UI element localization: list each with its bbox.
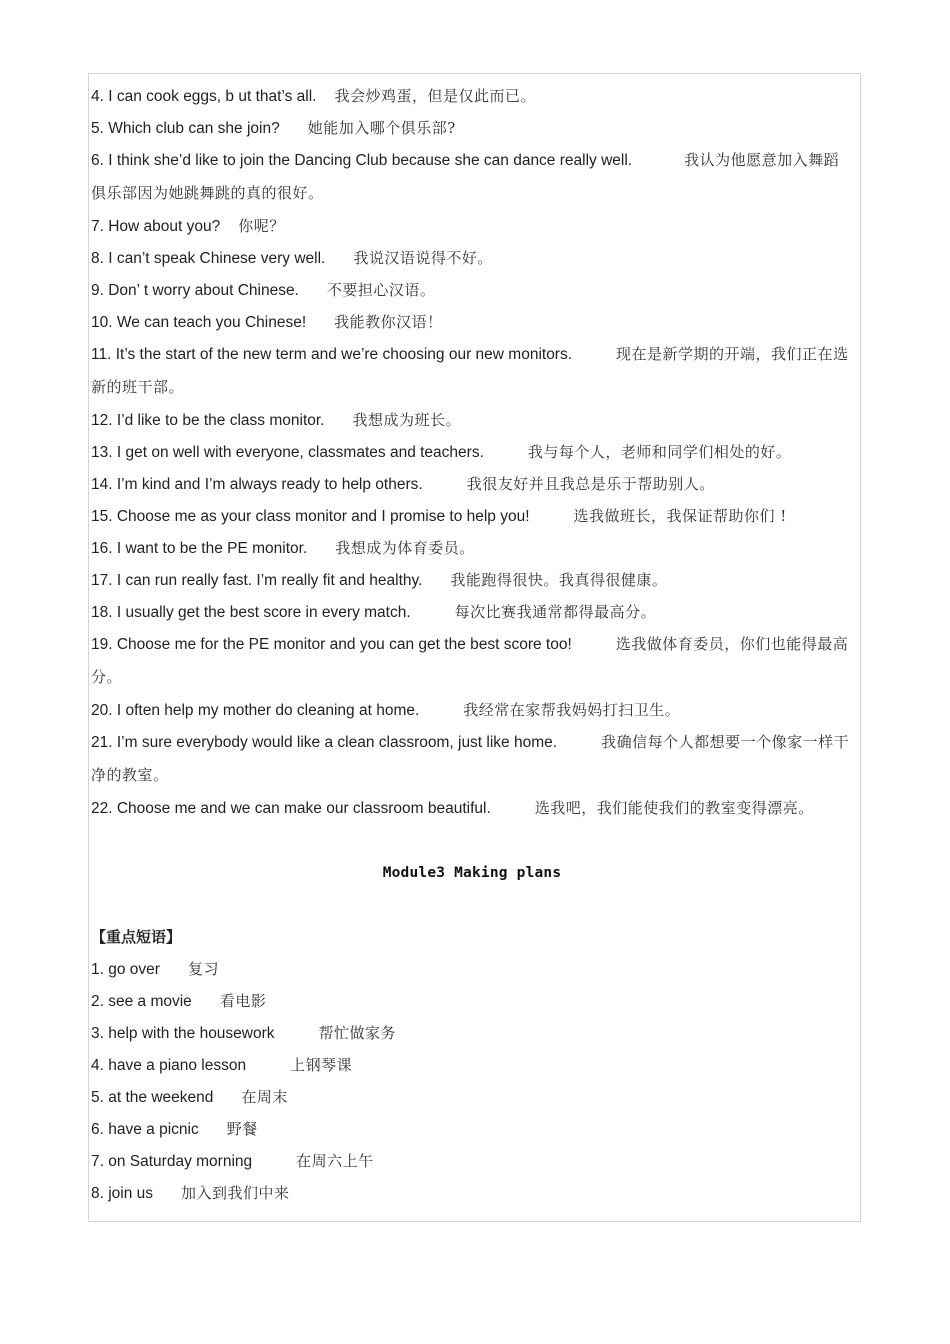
sentence-line	[91, 726, 853, 792]
sentence-line	[91, 80, 853, 112]
phrases-heading: 【重点短语】	[91, 928, 182, 946]
sentence-line	[91, 792, 853, 825]
sentence-line	[91, 564, 853, 596]
phrase-line	[91, 1017, 853, 1049]
sentence-english: 22. Choose me and we can make our classroom beautiful.	[91, 800, 491, 817]
sentence-english: 6. I think she’d like to join the Dancing Club because she can dance really well.	[91, 152, 633, 169]
sentence-chinese: 我认为他愿意加入舞蹈俱乐部因为她跳舞跳的真的很好。	[91, 151, 840, 202]
phrase-english: 4. have a piano lesson	[91, 1057, 247, 1074]
sentence-line	[91, 404, 853, 436]
sentence-line	[91, 628, 853, 694]
sentence-line	[91, 306, 853, 338]
sentence-line	[91, 532, 853, 564]
sentence-chinese: 选我做体育委员，你们也能得最高分。	[91, 635, 849, 686]
sentence-line	[91, 210, 853, 242]
phrase-line	[91, 985, 853, 1017]
phrase-english: 5. at the weekend	[91, 1089, 214, 1106]
phrase-chinese: 帮忙做家务	[318, 1024, 397, 1042]
sentence-line	[91, 468, 853, 500]
phrase-chinese: 看电影	[219, 992, 267, 1010]
sentence-english: 12. I’d like to be the class monitor.	[91, 412, 325, 429]
sentence-english: 4. I can cook eggs, b ut that’s all.	[91, 88, 317, 105]
sentence-english: 16. I want to be the PE monitor.	[91, 540, 308, 557]
document-body	[91, 80, 853, 1209]
sentence-english: 17. I can run really fast. I’m really fit and healthy.	[91, 572, 423, 589]
sentence-english: 10. We can teach you Chinese!	[91, 314, 307, 331]
sentence-line	[91, 112, 853, 144]
sentence-line	[91, 242, 853, 274]
sentence-chinese: 你呢？	[238, 217, 285, 235]
sentence-english: 21. I’m sure everybody would like a clean classroom, just like home.	[91, 734, 558, 751]
sentence-chinese: 我经常在家帮我妈妈打扫卫生。	[463, 701, 681, 719]
phrase-chinese: 加入到我们中来	[181, 1184, 290, 1202]
phrase-chinese: 复习	[187, 960, 219, 978]
sentence-english: 8. I can’t speak Chinese very well.	[91, 250, 326, 267]
phrase-line	[91, 1113, 853, 1145]
phrase-chinese: 在周末	[241, 1088, 288, 1106]
sentence-line	[91, 694, 853, 726]
sentence-english: 9. Don’ t worry about Chinese.	[91, 282, 299, 299]
sentence-line	[91, 436, 853, 468]
phrase-english: 6. have a picnic	[91, 1121, 199, 1138]
phrase-line	[91, 1177, 853, 1209]
sentence-chinese: 我想成为班长。	[352, 411, 461, 429]
sentence-english: 13. I get on well with everyone, classmates and teachers.	[91, 444, 484, 461]
sentence-chinese: 不要担心汉语。	[326, 281, 436, 299]
sentence-line	[91, 274, 853, 306]
sentence-chinese: 现在是新学期的开端，我们正在选新的班干部。	[91, 345, 849, 396]
sentence-line	[91, 500, 853, 532]
phrase-chinese: 野餐	[226, 1120, 258, 1138]
phrase-english: 2. see a movie	[91, 993, 192, 1010]
module-title: Module3 Making plans	[382, 865, 562, 881]
phrase-english: 8. join us	[91, 1185, 154, 1202]
sentence-chinese: 每次比赛我通常都得最高分。	[454, 603, 657, 621]
sentence-line	[91, 144, 853, 210]
sentence-english: 18. I usually get the best score in every match.	[91, 604, 411, 621]
phrase-chinese: 上钢琴课	[290, 1056, 353, 1074]
sentence-chinese: 我说汉语说得不好。	[353, 249, 493, 267]
sentence-chinese: 我与每个人，老师和同学们相处的好。	[527, 443, 792, 461]
phrase-line	[91, 1081, 853, 1113]
sentence-chinese: 我确信每个人都想要一个像家一样干净的教室。	[91, 733, 850, 784]
phrase-chinese: 在周六上午	[296, 1152, 374, 1170]
phrase-english: 1. go over	[91, 961, 160, 978]
phrase-english: 7. on Saturday morning	[91, 1153, 253, 1170]
sentence-english: 5. Which club can she join?	[91, 120, 280, 137]
sentence-english: 7. How about you?	[91, 218, 221, 235]
phrase-english: 3. help with the housework	[91, 1025, 275, 1042]
sentence-chinese: 我能跑得很快。我真得很健康。	[450, 571, 668, 589]
sentence-english: 20. I often help my mother do cleaning at home.	[91, 702, 420, 719]
sentence-chinese: 她能加入哪个俱乐部?	[307, 119, 456, 137]
sentence-chinese: 我很友好并且我总是乐于帮助别人。	[466, 475, 715, 493]
phrase-line	[91, 1049, 853, 1081]
sentence-chinese: 我会炒鸡蛋，但是仅此而已。	[334, 87, 536, 105]
sentence-chinese: 我能教你汉语！	[334, 313, 443, 331]
sentence-english: 14. I’m kind and I’m always ready to help others.	[91, 476, 423, 493]
sentence-english: 19. Choose me for the PE monitor and you can get the best score too!	[91, 636, 572, 653]
sentence-line	[91, 338, 853, 404]
phrase-line	[91, 1145, 853, 1177]
sentence-chinese: 选我吧，我们能使我们的教室变得漂亮。	[534, 799, 814, 817]
sentence-line	[91, 596, 853, 628]
phrase-line	[91, 953, 853, 985]
sentence-english: 11. It’s the start of the new term and we’re choosing our new monitors.	[91, 346, 573, 363]
sentence-english: 15. Choose me as your class monitor and I promise to help you!	[91, 508, 530, 525]
sentence-chinese: 选我做班长，我保证帮助你们 !	[573, 507, 787, 525]
sentence-chinese: 我想成为体育委员。	[335, 539, 475, 557]
